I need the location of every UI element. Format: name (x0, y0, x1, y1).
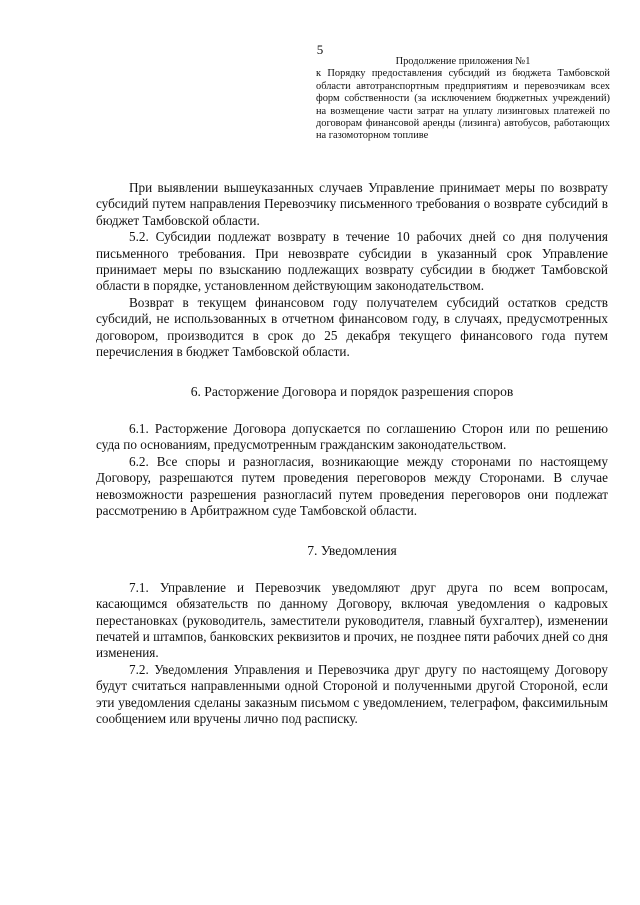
appendix-description: к Порядку предоставления субсидий из бюджета Тамбовской области автотранспортным предприятиям и перевозчикам всех форм собственности (за исключением бюджетных учреждений) на возмещение части затрат на уплату лизинговых платежей по договорам финансовой аренды (лизинга) автобусов, работающих на газомоторном топливе (316, 68, 610, 142)
paragraph-7-1: 7.1. Управление и Перевозчик уведомляют друг друга по всем вопросам, касающимся обязательств по данному Договору, включая уведомления о кадровых перестановках (руководитель, заместители руководителя, главный бухгалтер), изменении печатей и штампов, банковских реквизитов и прочих, не позднее пяти рабочих дней со дня изменения. (96, 579, 608, 661)
appendix-header (316, 56, 610, 143)
appendix-title: Продолжение приложения №1 (395, 56, 531, 67)
section-heading-termination: 6. Расторжение Договора и порядок разрешения споров (190, 384, 514, 400)
document-body (96, 180, 608, 727)
section-heading-notifications: 7. Уведомления (307, 543, 397, 559)
paragraph-6-2: 6.2. Все споры и разногласия, возникающие между сторонами по настоящему Договору, разрешаются путем проведения переговоров между Сторонами. В случае невозможности разрешения разногласий путем проведения переговоров они подлежат рассмотрению в Арбитражном суде Тамбовской области. (96, 453, 608, 518)
paragraph-5-2: 5.2. Субсидии подлежат возврату в течение 10 рабочих дней со дня получения письменного требования. При невозврате субсидии в указанный срок Управление принимает меры по взысканию подлежащих возврату субсидии в бюджет Тамбовской области в порядке, установленном действующим законодательством. (96, 229, 608, 294)
paragraph-subsidy-return-measures: При выявлении вышеуказанных случаев Управление принимает меры по возврату субсидий путем направления Перевозчику письменного требования о возврате субсидий в бюджет Тамбовской области. (96, 180, 608, 228)
page-number: 5 (316, 42, 324, 57)
paragraph-6-1: 6.1. Расторжение Договора допускается по соглашению Сторон или по решению суда по основаниям, предусмотренным гражданским законодательством. (96, 420, 608, 453)
paragraph-7-2: 7.2. Уведомления Управления и Перевозчика друг другу по настоящему Договору будут считаться направленными одной Стороной и полученными другой Стороной, если эти уведомления сделаны заказным письмом с уведомлением, телеграфом, факсимильным сообщением или вручены лично под расписку. (96, 661, 608, 726)
paragraph-balance-return: Возврат в текущем финансовом году получателем субсидий остатков средств субсидий, не использованных в отчетном финансовом году, в случаях, предусмотренных договором, производится в срок до 25 декабря текущего финансового года путем перечисления в бюджет Тамбовской области. (96, 294, 608, 360)
